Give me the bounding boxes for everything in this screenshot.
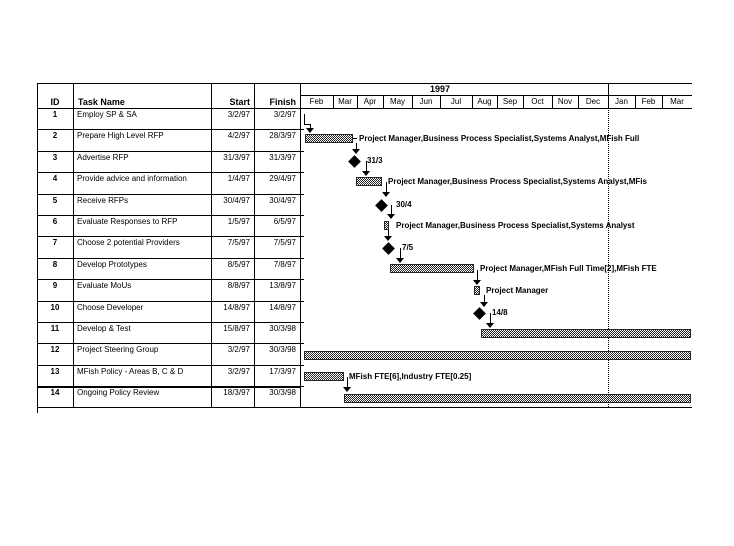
link-line bbox=[400, 248, 401, 258]
task-finish: 13/8/97 bbox=[269, 281, 296, 291]
milestone-10[interactable] bbox=[473, 307, 486, 320]
task-name: Choose Developer bbox=[77, 302, 144, 312]
task-id: 5 bbox=[52, 195, 58, 205]
task-finish: 7/5/97 bbox=[273, 238, 296, 248]
task-bar-4[interactable] bbox=[356, 177, 382, 186]
row-tick bbox=[300, 301, 304, 302]
task-bar-12[interactable] bbox=[304, 351, 691, 360]
month-divider bbox=[472, 96, 473, 108]
arrow-icon bbox=[362, 171, 370, 176]
link-line bbox=[304, 114, 305, 124]
milestone-label-10: 14/8 bbox=[492, 308, 508, 317]
month-feb-12: Feb bbox=[641, 97, 656, 106]
col-divider-finish bbox=[300, 83, 301, 407]
month-divider bbox=[662, 96, 663, 108]
row-tick bbox=[300, 386, 304, 387]
task-finish: 30/3/98 bbox=[269, 324, 296, 333]
header-task-name[interactable]: Task Name bbox=[78, 97, 125, 107]
task-name: Develop & Test bbox=[77, 324, 131, 333]
task-bar-8[interactable] bbox=[390, 264, 474, 273]
header-finish[interactable]: Finish bbox=[269, 97, 296, 107]
row-tick bbox=[300, 151, 304, 152]
year-dotted-line bbox=[608, 108, 609, 407]
arrow-icon bbox=[486, 323, 494, 328]
arrow-icon bbox=[387, 214, 395, 219]
row-tick bbox=[300, 172, 304, 173]
month-may-3: May bbox=[389, 97, 406, 106]
month-divider bbox=[608, 96, 609, 108]
task-start: 3/2/97 bbox=[227, 110, 250, 119]
link-line bbox=[353, 138, 357, 139]
task-id: 2 bbox=[52, 131, 58, 141]
resource-label-2: Project Manager,Business Process Specialist,Systems Analyst,MFish Full bbox=[359, 134, 640, 143]
task-id: 10 bbox=[50, 302, 60, 312]
table-top-border bbox=[37, 83, 692, 84]
row-divider bbox=[37, 386, 300, 388]
resource-label-13: MFish FTE[6],Industry FTE[0.25] bbox=[349, 372, 472, 381]
task-finish: 6/5/97 bbox=[273, 217, 296, 226]
row-divider bbox=[37, 151, 300, 152]
row-divider bbox=[37, 301, 300, 302]
task-id: 14 bbox=[50, 388, 60, 398]
header-start[interactable]: Start bbox=[229, 97, 250, 107]
task-name: Evaluate Responses to RFP bbox=[77, 217, 178, 226]
timescale-year: 1997 bbox=[429, 84, 451, 94]
month-feb-0: Feb bbox=[309, 97, 324, 106]
task-start: 3/2/97 bbox=[227, 345, 250, 355]
task-name: MFish Policy - Areas B, C & D bbox=[77, 366, 184, 376]
milestone-label-5: 30/4 bbox=[396, 200, 412, 209]
task-start: 18/3/97 bbox=[223, 388, 250, 398]
task-start: 1/5/97 bbox=[227, 217, 250, 226]
task-start: 4/2/97 bbox=[227, 131, 250, 141]
task-name: Prepare High Level RFP bbox=[77, 131, 164, 141]
row-tick bbox=[300, 236, 304, 237]
task-finish: 14/8/97 bbox=[269, 302, 296, 312]
milestone-label-3: 31/3 bbox=[367, 156, 383, 165]
row-divider bbox=[37, 365, 300, 366]
task-start: 1/4/97 bbox=[227, 174, 250, 184]
col-divider-id bbox=[73, 83, 74, 407]
row-divider bbox=[37, 343, 300, 344]
task-id: 3 bbox=[52, 152, 58, 162]
month-divider bbox=[440, 96, 441, 108]
task-id: 7 bbox=[52, 238, 58, 248]
task-bar-2[interactable] bbox=[305, 134, 353, 143]
resource-label-9: Project Manager bbox=[486, 286, 549, 295]
arrow-icon bbox=[343, 387, 351, 392]
month-divider bbox=[357, 96, 358, 108]
task-finish: 30/3/98 bbox=[269, 345, 296, 355]
arrow-icon bbox=[473, 280, 481, 285]
month-mar-1: Mar bbox=[338, 97, 352, 106]
task-finish: 31/3/97 bbox=[269, 152, 296, 162]
header-bottom-border bbox=[37, 108, 300, 109]
row-divider bbox=[37, 194, 300, 195]
month-divider bbox=[523, 96, 524, 108]
month-jul-5: Jul bbox=[450, 97, 462, 106]
row-tick bbox=[300, 343, 304, 344]
task-bar-9[interactable] bbox=[474, 286, 480, 295]
row-divider bbox=[37, 129, 300, 130]
row-tick bbox=[300, 365, 304, 366]
task-start: 8/5/97 bbox=[227, 259, 250, 269]
task-id: 1 bbox=[52, 110, 58, 119]
task-bar-13[interactable] bbox=[304, 372, 344, 381]
task-id: 9 bbox=[52, 281, 58, 291]
row-tick bbox=[300, 194, 304, 195]
month-divider bbox=[412, 96, 413, 108]
task-id: 11 bbox=[50, 324, 60, 333]
task-start: 15/8/97 bbox=[223, 324, 250, 333]
month-aug-6: Aug bbox=[477, 97, 492, 106]
header-id[interactable]: ID bbox=[50, 97, 60, 107]
resource-label-8: Project Manager,MFish Full Time[2],MFish FTE bbox=[480, 264, 657, 273]
month-divider bbox=[497, 96, 498, 108]
month-dec-10: Dec bbox=[585, 97, 601, 106]
task-start: 7/5/97 bbox=[227, 238, 250, 248]
row-divider bbox=[37, 279, 300, 280]
milestone-label-7: 7/5 bbox=[402, 243, 414, 252]
task-id: 12 bbox=[50, 345, 60, 355]
task-bar-6[interactable] bbox=[384, 221, 389, 230]
row-tick bbox=[300, 279, 304, 280]
month-nov-9: Nov bbox=[557, 97, 573, 106]
month-divider bbox=[552, 96, 553, 108]
month-jan-11: Jan bbox=[615, 97, 628, 106]
table-bottom-border bbox=[37, 407, 692, 408]
month-divider bbox=[333, 96, 334, 108]
task-bar-14[interactable] bbox=[344, 394, 691, 403]
task-name: Receive RFPs bbox=[77, 195, 129, 205]
month-divider bbox=[635, 96, 636, 108]
row-tick bbox=[300, 129, 304, 130]
task-name: Advertise RFP bbox=[77, 152, 129, 162]
task-name: Project Steering Group bbox=[77, 345, 159, 355]
task-id: 8 bbox=[52, 259, 58, 269]
task-id: 4 bbox=[52, 174, 58, 184]
task-name: Provide advice and information bbox=[77, 174, 187, 184]
task-start: 30/4/97 bbox=[223, 195, 250, 205]
row-divider bbox=[37, 172, 300, 173]
task-finish: 3/2/97 bbox=[273, 110, 296, 119]
task-name: Employ SP & SA bbox=[77, 110, 137, 119]
task-name: Evaluate MoUs bbox=[77, 281, 132, 291]
month-jun-4: Jun bbox=[419, 97, 433, 106]
task-finish: 28/3/97 bbox=[269, 131, 296, 141]
resource-label-6: Project Manager,Business Process Specialist,Systems Analyst bbox=[396, 221, 635, 230]
month-divider bbox=[383, 96, 384, 108]
month-oct-8: Oct bbox=[531, 97, 544, 106]
row-tick bbox=[300, 258, 304, 259]
task-start: 14/8/97 bbox=[223, 302, 250, 312]
month-mar-13: Mar bbox=[670, 97, 684, 106]
task-name: Develop Prototypes bbox=[77, 259, 147, 269]
arrow-icon bbox=[384, 236, 392, 241]
row-divider bbox=[37, 215, 300, 216]
task-id: 13 bbox=[50, 366, 60, 376]
row-divider bbox=[37, 322, 300, 323]
month-sep-7: Sep bbox=[502, 97, 518, 106]
link-line bbox=[386, 182, 387, 192]
row-divider bbox=[37, 258, 300, 259]
resource-label-4: Project Manager,Business Process Specialist,Systems Analyst,MFis bbox=[388, 177, 647, 186]
task-finish: 7/8/97 bbox=[273, 259, 296, 269]
milestone-5[interactable] bbox=[375, 199, 388, 212]
task-finish: 30/3/98 bbox=[269, 388, 296, 398]
arrow-icon bbox=[396, 258, 404, 263]
arrow-icon bbox=[480, 302, 488, 307]
month-apr-2: Apr bbox=[363, 97, 377, 106]
arrow-icon bbox=[306, 128, 314, 133]
row-tick bbox=[300, 215, 304, 216]
task-finish: 29/4/97 bbox=[269, 174, 296, 184]
task-bar-11[interactable] bbox=[481, 329, 691, 338]
arrow-icon bbox=[352, 149, 360, 154]
milestone-3[interactable] bbox=[348, 155, 361, 168]
task-start: 3/2/97 bbox=[227, 366, 250, 376]
timescale-bottom-border bbox=[300, 108, 692, 109]
task-name: Choose 2 potential Providers bbox=[77, 238, 180, 248]
row-divider bbox=[37, 236, 300, 237]
task-finish: 17/3/97 bbox=[269, 366, 296, 376]
month-divider bbox=[578, 96, 579, 108]
task-id: 6 bbox=[52, 217, 58, 226]
task-start: 8/8/97 bbox=[227, 281, 250, 291]
arrow-icon bbox=[382, 192, 390, 197]
task-name: Ongoing Policy Review bbox=[77, 388, 160, 398]
row-tick bbox=[300, 322, 304, 323]
task-start: 31/3/97 bbox=[223, 152, 250, 162]
task-finish: 30/4/97 bbox=[269, 195, 296, 205]
milestone-7[interactable] bbox=[382, 242, 395, 255]
